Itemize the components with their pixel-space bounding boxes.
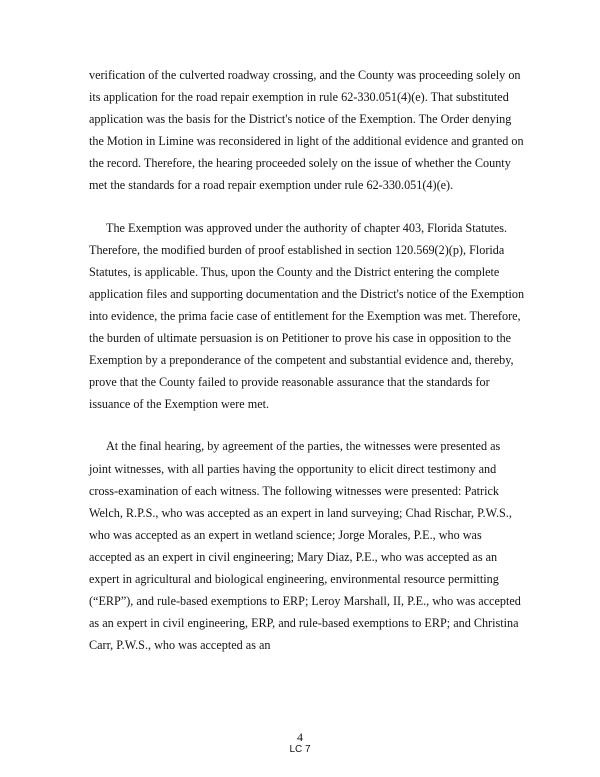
paragraph-gap	[89, 197, 525, 217]
footer-label: LC 7	[289, 744, 311, 755]
paragraph-3: At the final hearing, by agreement of the parties, the witnesses were presented as joint witnesses, with all parties having the opportunity to elicit direct testimony and cross-examination of each witness. The following witnesses were presented: Patrick Welch, R.P.S., who was accepted as an expert in land surveying; Chad Rischar, P.W.S., who was accepted as an expert in wetland science; Jorge Morales, P.E., who was accepted as an expert in civil engineering; Mary Diaz, P.E., who was accepted as an expert in agricultural and biological engineering, environmental resource permitting (“ERP”), and rule-based exemptions to ERP; Leroy Marshall, II, P.E., who was accepted as an expert in civil engineering, ERP, and rule-based exemptions to ERP; and Christina Carr, P.W.S., who was accepted as an	[89, 439, 521, 653]
paragraph-2: The Exemption was approved under the authority of chapter 403, Florida Statutes. Therefore, the modified burden of proof established in section 120.569(2)(p), Florida Statutes, is applicable. Thus, upon the County and the District entering the complete application files and supporting documentation and the District's notice of the Exemption into evidence, the prima facie case of entitlement for the Exemption was met. Therefore, the burden of ultimate persuasion is on Petitioner to prove his case in opposition to the Exemption by a preponderance of the competent and substantial evidence and, thereby, prove that the County failed to provide reasonable assurance that the standards for issuance of the Exemption were met.	[89, 220, 525, 412]
paragraph-gap	[89, 415, 525, 435]
page-number: 4	[297, 730, 303, 744]
body-text	[89, 64, 525, 656]
paragraph-1: verification of the culverted roadway crossing, and the County was proceeding solely on its application for the road repair exemption in rule 62-330.051(4)(e). That substituted application was the basis for the District's notice of the Exemption. The Order denying the Motion in Limine was reconsidered in light of the additional evidence and granted on the record. Therefore, the hearing proceeded solely on the issue of whether the County met the standards for a road repair exemption under rule 62-330.051(4)(e).	[89, 68, 524, 193]
